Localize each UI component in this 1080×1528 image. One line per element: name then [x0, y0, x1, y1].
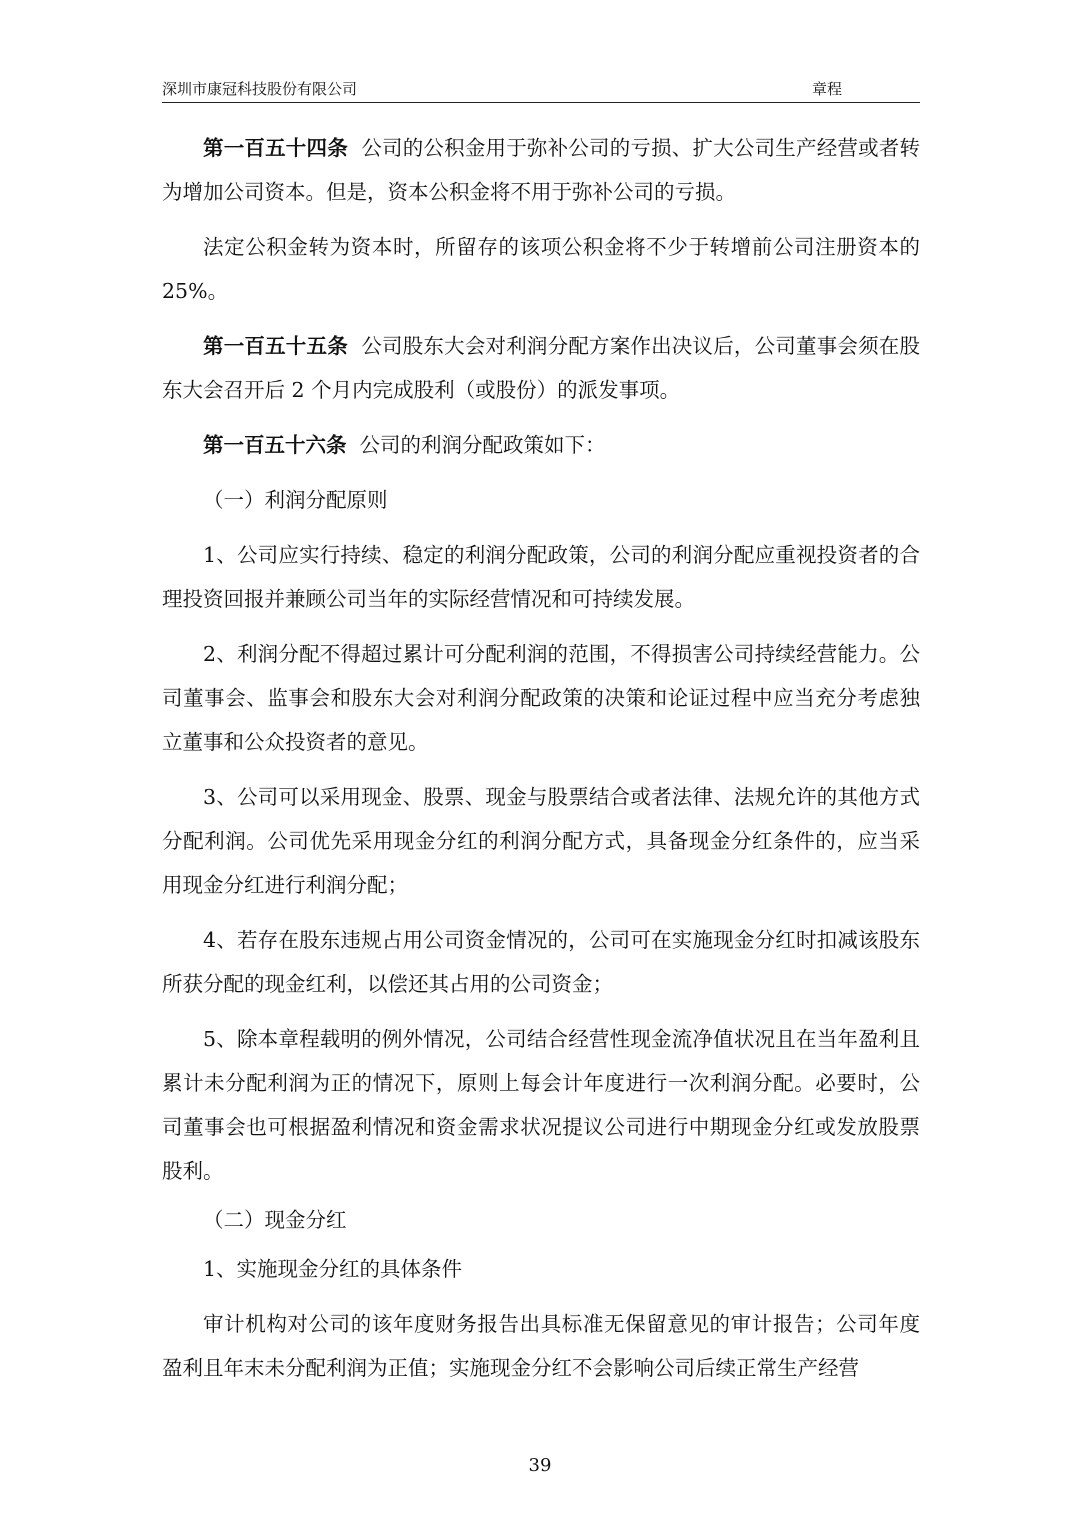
document-body: [162, 126, 920, 1401]
article-154: [162, 126, 920, 214]
paragraph: [162, 775, 920, 907]
paragraph-text: 法定公积金转为资本时，所留存的该项公积金将不少于转增前公司注册资本的 25%。: [162, 235, 920, 303]
article-text: 公司的公积金用于弥补公司的亏损、扩大公司生产经营或者转为增加公司资本。但是，资本公积金将不用于弥补公司的亏损。: [162, 136, 920, 204]
paragraph: [162, 1017, 920, 1193]
header-company-name: 深圳市康冠科技股份有限公司: [162, 80, 358, 98]
page-header: [162, 76, 920, 103]
paragraph-text: 4、若存在股东违规占用公司资金情况的，公司可在实施现金分红时扣减该股东所获分配的现金红利，以偿还其占用的公司资金；: [162, 928, 920, 996]
section-heading: [162, 478, 920, 522]
paragraph: [162, 533, 920, 621]
article-155: [162, 324, 920, 412]
subsection-heading-text: 1、实施现金分红的具体条件: [203, 1257, 463, 1281]
paragraph: [162, 918, 920, 1006]
article-text: 公司的利润分配政策如下：: [359, 433, 606, 457]
paragraph: [162, 632, 920, 764]
section-heading-text: （二）现金分红: [203, 1208, 347, 1232]
paragraph: [162, 225, 920, 313]
paragraph-text: 5、除本章程载明的例外情况，公司结合经营性现金流净值状况且在当年盈利且累计未分配利润为正的情况下，原则上每会计年度进行一次利润分配。必要时，公司董事会也可根据盈利情况和资金需求状况提议公司进行中期现金分红或发放股票股利。: [162, 1027, 920, 1183]
article-156: [162, 423, 920, 467]
article-label: 第一百五十六条: [203, 433, 347, 457]
paragraph-text: 1、公司应实行持续、稳定的利润分配政策，公司的利润分配应重视投资者的合理投资回报并兼顾公司当年的实际经营情况和可持续发展。: [162, 543, 920, 611]
article-text: 公司股东大会对利润分配方案作出决议后，公司董事会须在股东大会召开后 2 个月内完成股利（或股份）的派发事项。: [162, 334, 920, 402]
header-document-type: 章程: [811, 80, 842, 98]
paragraph-text: 审计机构对公司的该年度财务报告出具标准无保留意见的审计报告；公司年度盈利且年末未分配利润为正值；实施现金分红不会影响公司后续正常生产经营: [162, 1312, 920, 1380]
section-heading: [162, 1198, 920, 1242]
article-label: 第一百五十四条: [203, 136, 348, 160]
paragraph: [162, 1302, 920, 1390]
subsection-heading: [162, 1247, 920, 1291]
page-number: 39: [528, 1455, 552, 1476]
paragraph-text: 2、利润分配不得超过累计可分配利润的范围，不得损害公司持续经营能力。公司董事会、监事会和股东大会对利润分配政策的决策和论证过程中应当充分考虑独立董事和公众投资者的意见。: [162, 642, 920, 754]
article-label: 第一百五十五条: [203, 334, 348, 358]
section-heading-text: （一）利润分配原则: [203, 488, 388, 512]
paragraph-text: 3、公司可以采用现金、股票、现金与股票结合或者法律、法规允许的其他方式分配利润。公司优先采用现金分红的利润分配方式，具备现金分红条件的，应当采用现金分红进行利润分配；: [162, 785, 920, 897]
